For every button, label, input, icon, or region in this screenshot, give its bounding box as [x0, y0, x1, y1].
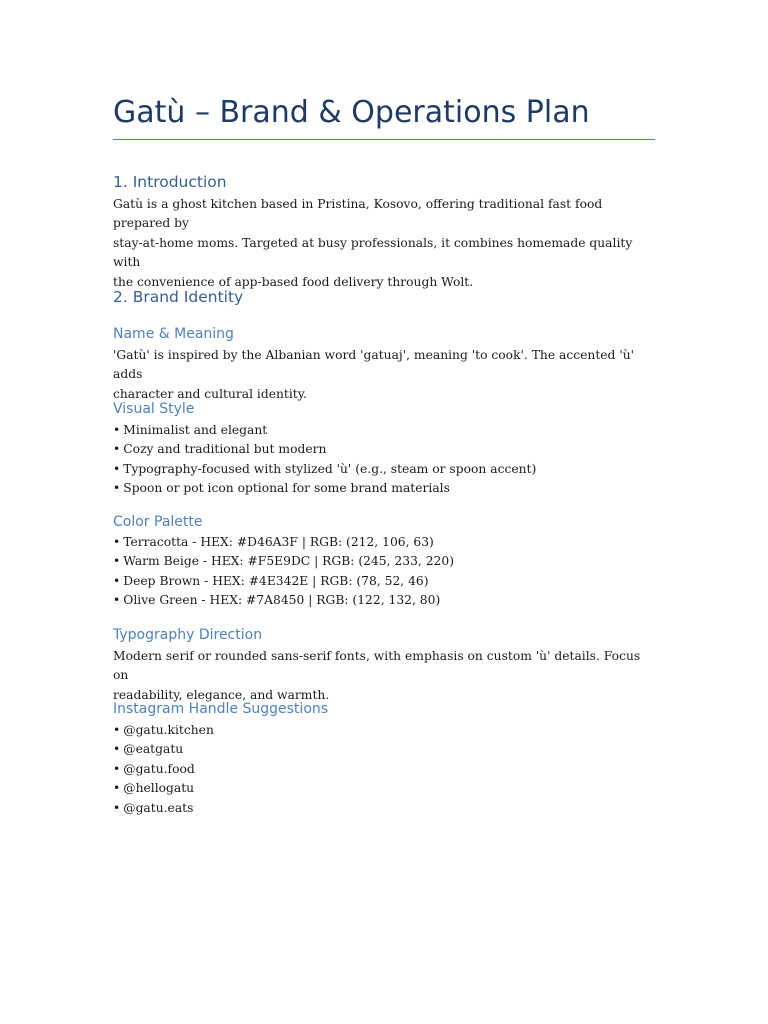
- bullet-icon: •: [113, 554, 121, 569]
- list-item: • Terracotta - HEX: #D46A3F | RGB: (212, 106, 63): [113, 535, 434, 549]
- bullet-icon: •: [113, 535, 121, 549]
- introduction-line: stay-at-home moms. Targeted at busy professionals, it combines homemade quality with: [113, 235, 633, 270]
- name-meaning-line: 'Gatù' is inspired by the Albanian word 'gatuaj', meaning 'to cook'. The accented 'ù' adds: [113, 348, 635, 382]
- bullet-icon: •: [113, 461, 121, 476]
- list-item: • Warm Beige - HEX: #F5E9DC | RGB: (245, 233, 220): [113, 554, 454, 569]
- list-item: • @hellogatu: [113, 781, 195, 796]
- typography-line: readability, elegance, and warmth.: [113, 687, 330, 702]
- name-meaning-paragraph: [113, 346, 655, 404]
- list-item: • Typography-focused with stylized 'ù' (e.g., steam or spoon accent): [113, 461, 537, 476]
- bullet-icon: •: [113, 573, 121, 588]
- list-item: • @gatu.kitchen: [113, 723, 214, 737]
- typography-direction-paragraph: [113, 647, 655, 705]
- list-item: • Minimalist and elegant: [113, 423, 268, 437]
- list-item: • Olive Green - HEX: #7A8450 | RGB: (122, 132, 80): [113, 593, 441, 608]
- introduction-line: the convenience of app-based food delivery through Wolt.: [113, 274, 474, 289]
- list-item: • Spoon or pot icon optional for some brand materials: [113, 481, 450, 496]
- bullet-icon: •: [113, 593, 121, 608]
- bullet-icon: •: [113, 781, 121, 796]
- list-item: • @eatgatu: [113, 742, 184, 757]
- brand-identity-heading: 2. Brand Identity: [113, 288, 244, 306]
- introduction-line: Gatù is a ghost kitchen based in Pristina, Kosovo, offering traditional fast food prepared by: [113, 197, 603, 231]
- bullet-icon: •: [113, 742, 121, 757]
- visual-style-heading: Visual Style: [113, 401, 195, 417]
- introduction-heading: 1. Introduction: [113, 173, 227, 191]
- bullet-icon: •: [113, 423, 121, 437]
- list-item: • @gatu.food: [113, 761, 195, 776]
- instagram-handles-list: [113, 721, 214, 818]
- title-divider: [113, 139, 655, 140]
- list-item: • @gatu.eats: [113, 800, 194, 815]
- name-meaning-line: character and cultural identity.: [113, 386, 307, 401]
- typography-direction-heading: Typography Direction: [113, 627, 263, 643]
- list-item: • Cozy and traditional but modern: [113, 442, 327, 457]
- bullet-icon: •: [113, 800, 121, 815]
- bullet-icon: •: [113, 481, 121, 496]
- visual-style-list: [113, 421, 536, 499]
- bullet-icon: •: [113, 723, 121, 737]
- bullet-icon: •: [113, 761, 121, 776]
- list-item: • Deep Brown - HEX: #4E342E | RGB: (78, 52, 46): [113, 573, 429, 588]
- typography-line: Modern serif or rounded sans-serif fonts, with emphasis on custom 'ù' details. Focus on: [113, 649, 641, 683]
- bullet-icon: •: [113, 442, 121, 457]
- color-palette-heading: Color Palette: [113, 514, 203, 530]
- name-meaning-heading: Name & Meaning: [113, 326, 234, 342]
- introduction-paragraph: [113, 195, 655, 292]
- color-palette-list: [113, 533, 454, 611]
- instagram-handles-heading: Instagram Handle Suggestions: [113, 701, 329, 717]
- document-title: Gatù – Brand & Operations Plan: [113, 95, 590, 130]
